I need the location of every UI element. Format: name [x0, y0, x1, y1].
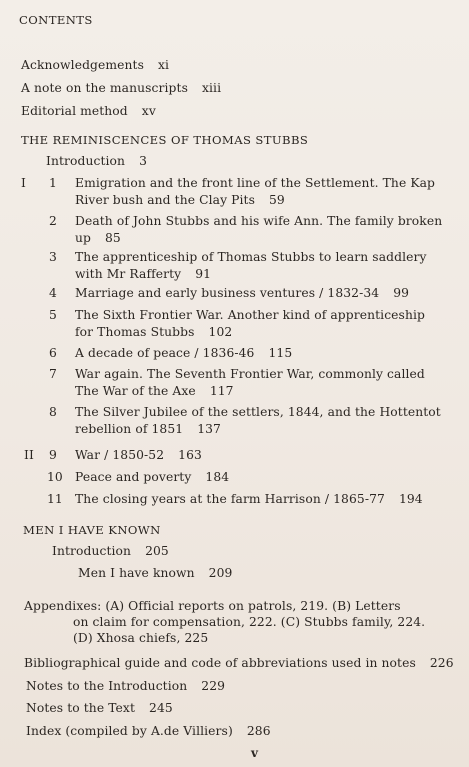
chapter-number: 3 [49, 250, 57, 264]
chapter-page: 115 [268, 346, 293, 360]
chapter-title-line [75, 213, 442, 230]
entry-page: xiii [201, 81, 222, 95]
chapter-title-line [75, 192, 435, 209]
entry-page: 245 [149, 701, 173, 715]
chapter-page: 137 [197, 422, 221, 436]
entry-page: 229 [201, 679, 226, 693]
chapter-number: 5 [49, 308, 57, 322]
toc-entry-acknowledgements [21, 57, 169, 74]
chapter-title [75, 447, 202, 464]
toc-entry-editorial-method [21, 103, 156, 120]
chapter-title-text: up [75, 231, 91, 245]
chapter-page: 85 [105, 231, 121, 245]
chapter-title-text: Death of John Stubbs and his wife Ann. The family broken [75, 214, 443, 228]
chapter-title-text: for Thomas Stubbs [75, 325, 195, 339]
chapter-title [75, 469, 229, 486]
chapter-title-text: with Mr Rafferty [75, 267, 182, 281]
chapter-title-text: Marriage and early business ventures / 1832-34 [75, 286, 380, 300]
appendixes-line-3: (D) Xhosa chiefs, 225 [73, 631, 209, 645]
page-folio: v [251, 746, 259, 760]
entry-page: 286 [246, 724, 271, 738]
entry-label: Notes to the Introduction [26, 679, 188, 693]
contents-title: CONTENTS [19, 13, 93, 27]
part-roman-numeral: I [21, 176, 26, 190]
entry-label: Notes to the Text [26, 701, 136, 715]
part-heading-reminiscences: THE REMINISCENCES OF THOMAS STUBBS [21, 133, 309, 147]
chapter-title-line [75, 491, 423, 508]
chapter-page: 194 [398, 492, 423, 506]
chapter-title-line [75, 249, 427, 266]
chapter-title-text: The War of the Axe [75, 384, 196, 398]
chapter-title-line [75, 383, 425, 400]
toc-entry-part1-introduction [46, 153, 147, 170]
entry-page: xv [141, 104, 156, 118]
chapter-title-text: The closing years at the farm Harrison / 1865-77 [75, 492, 385, 506]
chapter-number: 11 [47, 492, 63, 506]
entry-page: 205 [145, 544, 169, 558]
chapter-title-text: Emigration and the front line of the Settlement. The Kap [75, 176, 436, 190]
entry-page: 226 [429, 656, 454, 670]
chapter-title-line [75, 285, 409, 302]
chapter-number: 9 [49, 448, 57, 462]
entry-label: Index (compiled by A.de Villiers) [26, 724, 233, 738]
chapter-title [75, 307, 425, 341]
toc-entry-notes-introduction [26, 678, 225, 695]
chapter-title-text: The Sixth Frontier War. Another kind of apprenticeship [75, 308, 425, 322]
entry-label: Men I have known [78, 566, 195, 580]
chapter-title [75, 345, 292, 362]
chapter-number: 10 [47, 470, 63, 484]
chapter-title-line [75, 324, 425, 341]
chapter-title-text: rebellion of 1851 [75, 422, 184, 436]
chapter-number: 2 [49, 214, 57, 228]
entry-label: Introduction [52, 544, 132, 558]
chapter-title-text: The Silver Jubilee of the settlers, 1844, and the Hottentot [75, 405, 441, 419]
chapter-title [75, 213, 442, 247]
chapter-title [75, 175, 435, 209]
chapter-page: 99 [393, 286, 410, 300]
toc-entry-part2-introduction [52, 543, 169, 560]
chapter-title-line [75, 175, 435, 192]
chapter-title-line [75, 421, 441, 438]
chapter-number: 7 [49, 367, 57, 381]
chapter-title-line [75, 469, 229, 486]
chapter-page: 117 [209, 384, 234, 398]
chapter-number: 6 [49, 346, 57, 360]
chapter-title [75, 404, 441, 438]
chapter-title [75, 249, 427, 283]
entry-page: 209 [208, 566, 233, 580]
chapter-title-text: War / 1850-52 [75, 448, 165, 462]
part-roman-numeral: II [24, 448, 34, 462]
chapter-title-text: Peace and poverty [75, 470, 192, 484]
chapter-title-line [75, 404, 441, 421]
part-heading-men-i-have-known: MEN I HAVE KNOWN [23, 523, 161, 537]
entry-label: Editorial method [21, 104, 128, 118]
chapter-page: 163 [178, 448, 202, 462]
chapter-title-text: The apprenticeship of Thomas Stubbs to learn saddlery [75, 250, 427, 264]
entry-page: xi [158, 58, 170, 72]
chapter-title [75, 366, 425, 400]
chapter-page: 184 [205, 470, 230, 484]
chapter-title-text: A decade of peace / 1836-46 [75, 346, 255, 360]
chapter-page: 59 [269, 193, 285, 207]
toc-entry-men-i-have-known [78, 565, 232, 582]
chapter-number: 4 [49, 286, 57, 300]
chapter-page: 102 [208, 325, 233, 339]
chapter-title [75, 491, 423, 508]
entry-label: A note on the manuscripts [21, 81, 188, 95]
chapter-title-line [75, 345, 292, 362]
chapter-title-line [75, 366, 425, 383]
toc-entry-notes-text [26, 700, 173, 717]
chapter-title-line [75, 266, 427, 283]
appendixes-line-1: Appendixes: (A) Official reports on patrols, 219. (B) Letters [24, 599, 401, 613]
chapter-title-line [75, 447, 202, 464]
chapter-title-text: War again. The Seventh Frontier War, commonly called [75, 367, 425, 381]
chapter-page: 91 [195, 267, 212, 281]
toc-entry-bibliographical-guide [24, 655, 454, 672]
toc-entry-note-on-manuscripts [21, 80, 221, 97]
chapter-title-line [75, 230, 442, 247]
toc-entry-index [26, 723, 271, 740]
chapter-title-line [75, 307, 425, 324]
chapter-title-text: River bush and the Clay Pits [75, 193, 255, 207]
appendixes-line-2: on claim for compensation, 222. (C) Stubbs family, 224. [73, 615, 426, 629]
entry-label: Acknowledgements [21, 58, 145, 72]
entry-label: Bibliographical guide and code of abbreviations used in notes [24, 656, 416, 670]
chapter-number: 1 [49, 176, 57, 190]
entry-page: 3 [139, 154, 148, 168]
chapter-title [75, 285, 409, 302]
entry-label: Introduction [46, 154, 126, 168]
chapter-number: 8 [49, 405, 57, 419]
